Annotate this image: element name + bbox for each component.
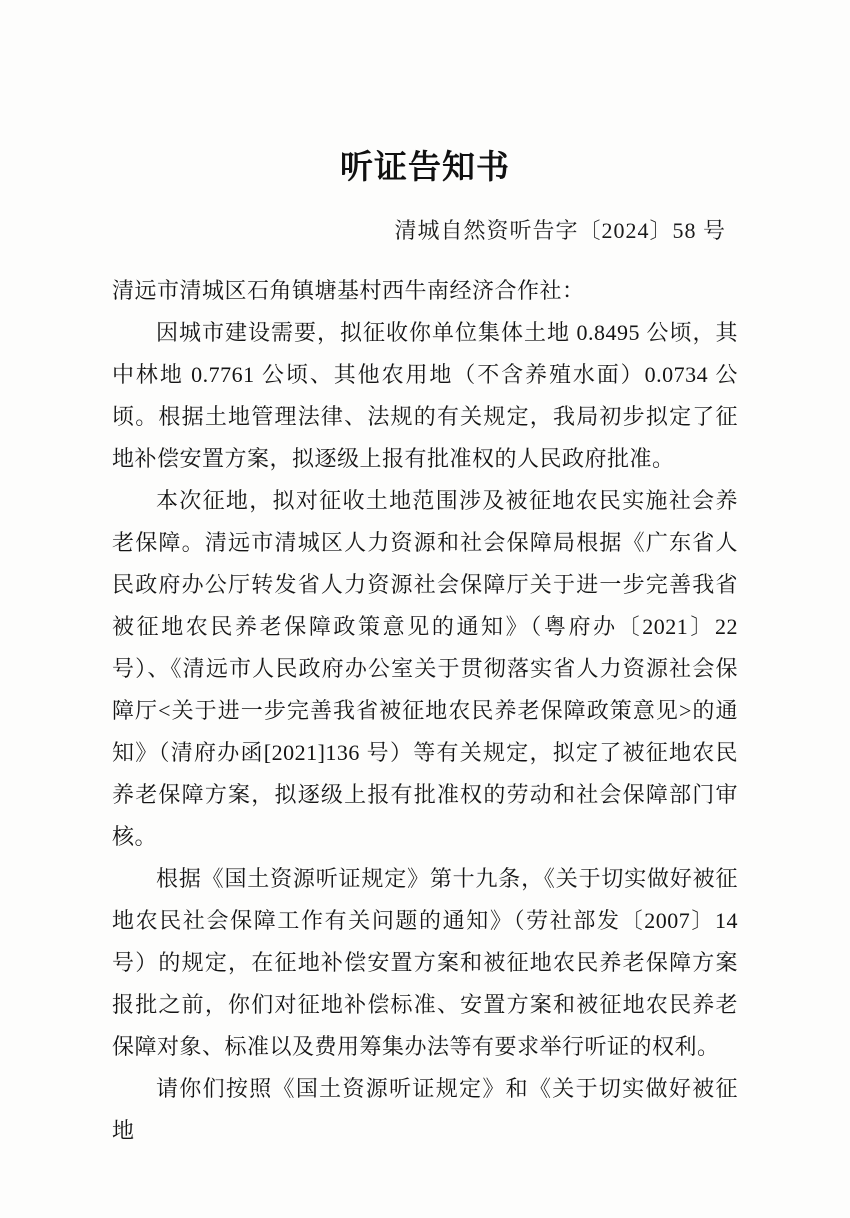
paragraph-hearing-rights: 根据《国土资源听证规定》第十九条，《关于切实做好被征地农民社会保障工作有关问题的通知》（劳社部发〔2007〕14 号）的规定，在征地补偿安置方案和被征地农民养老保障方案报批之前，你们对征地补偿标准、安置方案和被征地农民养老保障对象、标准以及费用筹集办法等有要求举行听证的权利。 xyxy=(112,866,738,1059)
document-number: 清城自然资听告字〔2024〕58 号 xyxy=(394,218,726,243)
document-body xyxy=(112,270,738,1152)
paragraph-social-security-plan: 本次征地，拟对征收土地范围涉及被征地农民实施社会养老保障。清远市清城区人力资源和社会保障局根据《广东省人民政府办公厅转发省人力资源社会保障厅关于进一步完善我省被征地农民养老保障政策意见的通知》（粤府办〔2021〕22 号）、《清远市人民政府办公室关于贯彻落实省人力资源社会保障厅<关于进一步完善我省被征地农民养老保障政策意见>的通知》（清府办函[2021]136 号）等有关规定，拟定了被征地农民养老保障方案，拟逐级上报有批准权的劳动和社会保障部门审核。 xyxy=(112,488,738,849)
addressee-line: 清远市清城区石角镇塘基村西牛南经济合作社： xyxy=(112,278,585,303)
paragraph-instruction-continued: 请你们按照《国土资源听证规定》和《关于切实做好被征地 xyxy=(112,1076,738,1143)
paragraph-land-acquisition: 因城市建设需要，拟征收你单位集体土地 0.8495 公顷，其中林地 0.7761 公顷、其他农用地（不含养殖水面）0.0734 公顷。根据土地管理法律、法规的有关规定，我局初步拟定了征地补偿安置方案，拟逐级上报有批准权的人民政府批准。 xyxy=(112,320,738,471)
document-content xyxy=(112,0,738,1152)
document-title: 听证告知书 xyxy=(340,150,510,186)
